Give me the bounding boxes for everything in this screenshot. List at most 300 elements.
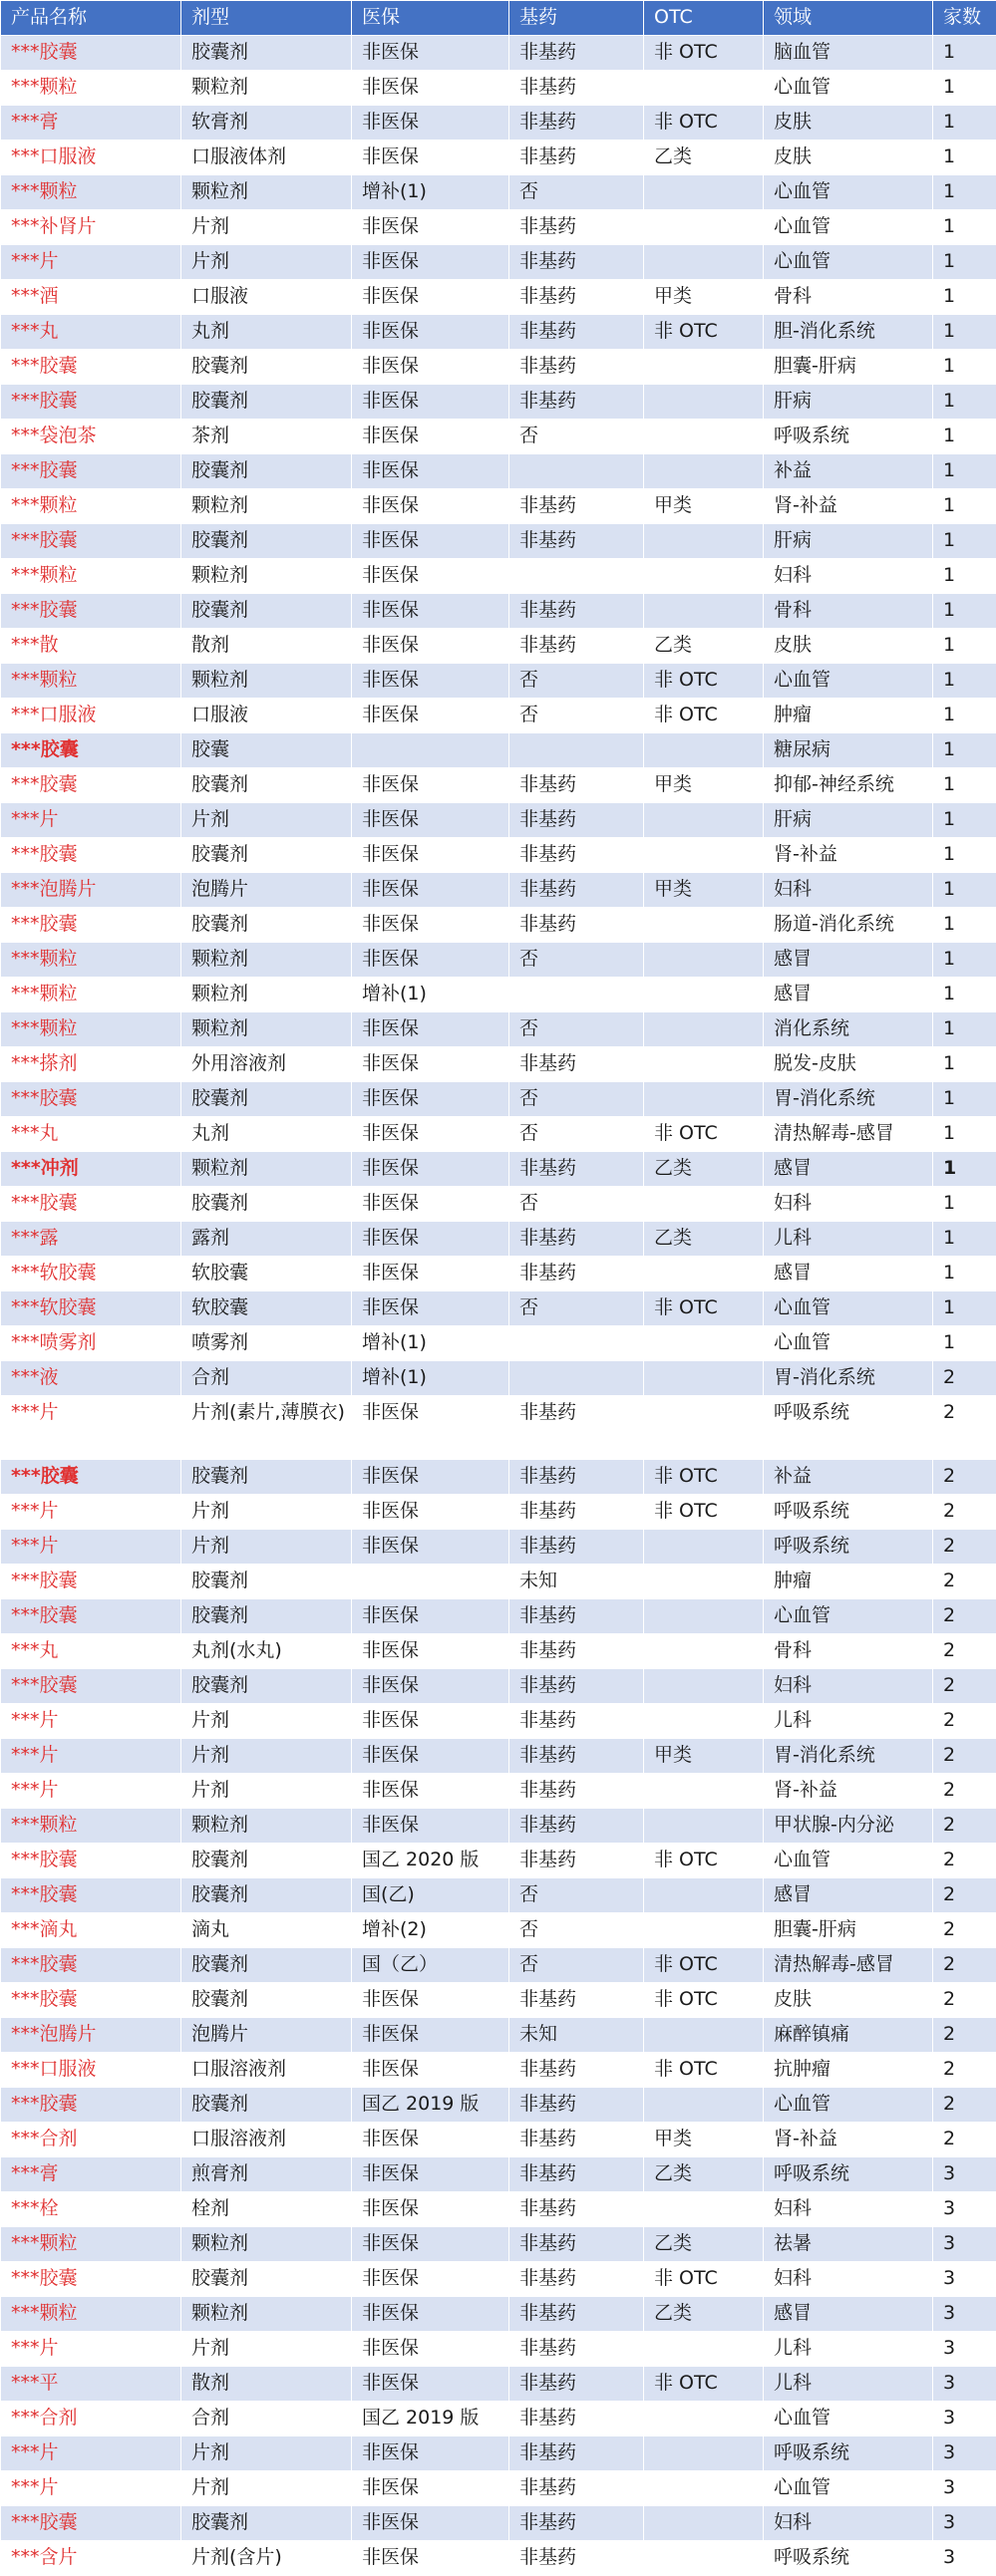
cell-therapeutic-area: 呼吸系统 [764, 1530, 933, 1565]
table-row [1, 1361, 996, 1396]
cell-dosage-form: 合剂 [181, 1361, 352, 1396]
cell-therapeutic-area: 补益 [764, 1460, 933, 1495]
table-row [1, 2471, 996, 2506]
cell-essential-drug: 非基药 [509, 1152, 644, 1187]
table-row [1, 420, 996, 454]
cell-insurance: 非医保 [352, 1460, 509, 1495]
cell-product-name: ***丸 [1, 315, 181, 350]
cell-otc [644, 1361, 764, 1396]
cell-company-count: 1 [933, 559, 996, 594]
cell-therapeutic-area: 感冒 [764, 978, 933, 1012]
cell-company-count: 3 [933, 2157, 996, 2192]
cell-therapeutic-area: 妇科 [764, 2262, 933, 2297]
cell-insurance: 非医保 [352, 1257, 509, 1291]
cell-essential-drug: 否 [509, 1291, 644, 1326]
cell-essential-drug: 非基药 [509, 2227, 644, 2262]
cell-insurance: 非医保 [352, 454, 509, 489]
cell-product-name: ***胶囊 [1, 524, 181, 559]
cell-therapeutic-area: 妇科 [764, 2192, 933, 2227]
cell-product-name: ***片 [1, 2471, 181, 2506]
cell-product-name: ***膏 [1, 106, 181, 141]
cell-dosage-form: 片剂 [181, 803, 352, 838]
cell-company-count: 1 [933, 978, 996, 1012]
table-row [1, 175, 996, 210]
cell-dosage-form: 片剂(含片) [181, 2541, 352, 2576]
cell-company-count: 2 [933, 1844, 996, 1878]
cell-company-count: 3 [933, 2227, 996, 2262]
cell-product-name: ***胶囊 [1, 1082, 181, 1117]
cell-therapeutic-area: 感冒 [764, 2297, 933, 2332]
cell-otc [644, 350, 764, 385]
cell-essential-drug: 非基药 [509, 141, 644, 175]
table-row [1, 1222, 996, 1257]
cell-otc: 非 OTC [644, 1983, 764, 2018]
cell-insurance: 非医保 [352, 768, 509, 803]
cell-otc: 乙类 [644, 2297, 764, 2332]
cell-dosage-form: 片剂 [181, 210, 352, 245]
cell-essential-drug: 否 [509, 1117, 644, 1152]
cell-essential-drug: 非基药 [509, 1495, 644, 1530]
cell-therapeutic-area: 骨科 [764, 280, 933, 315]
cell-company-count: 1 [933, 629, 996, 664]
table-row [1, 873, 996, 908]
table-row [1, 1117, 996, 1152]
cell-otc [644, 1326, 764, 1361]
table-row [1, 1530, 996, 1565]
cell-company-count: 3 [933, 2402, 996, 2436]
cell-essential-drug: 非基药 [509, 2262, 644, 2297]
cell-dosage-form: 散剂 [181, 2367, 352, 2402]
cell-company-count: 2 [933, 2018, 996, 2053]
cell-therapeutic-area: 心血管 [764, 1844, 933, 1878]
table-row [1, 1983, 996, 2018]
cell-product-name: ***胶囊 [1, 2506, 181, 2541]
cell-product-name: ***片 [1, 1704, 181, 1739]
cell-therapeutic-area: 心血管 [764, 71, 933, 106]
cell-otc: 非 OTC [644, 36, 764, 71]
header-insurance: 医保 [352, 1, 509, 36]
cell-essential-drug: 非基药 [509, 210, 644, 245]
cell-therapeutic-area: 心血管 [764, 664, 933, 699]
cell-product-name: ***泡腾片 [1, 873, 181, 908]
cell-insurance: 非医保 [352, 1530, 509, 1565]
table-row [1, 210, 996, 245]
cell-dosage-form: 栓剂 [181, 2192, 352, 2227]
cell-essential-drug: 非基药 [509, 2088, 644, 2123]
cell-otc [644, 1704, 764, 1739]
cell-insurance: 非医保 [352, 1809, 509, 1844]
table-row [1, 2192, 996, 2227]
cell-company-count: 2 [933, 1396, 996, 1460]
cell-product-name: ***露 [1, 1222, 181, 1257]
cell-insurance: 非医保 [352, 664, 509, 699]
cell-company-count: 2 [933, 1495, 996, 1530]
cell-dosage-form: 颗粒剂 [181, 1152, 352, 1187]
cell-therapeutic-area: 感冒 [764, 943, 933, 978]
cell-therapeutic-area: 呼吸系统 [764, 1495, 933, 1530]
cell-essential-drug [509, 1326, 644, 1361]
cell-insurance: 非医保 [352, 420, 509, 454]
cell-product-name: ***片 [1, 1530, 181, 1565]
cell-essential-drug: 非基药 [509, 1704, 644, 1739]
cell-therapeutic-area: 心血管 [764, 1291, 933, 1326]
cell-otc [644, 594, 764, 629]
cell-otc [644, 454, 764, 489]
cell-insurance: 非医保 [352, 873, 509, 908]
cell-dosage-form: 丸剂 [181, 1117, 352, 1152]
cell-product-name: ***片 [1, 2332, 181, 2367]
table-row [1, 2297, 996, 2332]
cell-insurance: 非医保 [352, 629, 509, 664]
cell-essential-drug: 非基药 [509, 280, 644, 315]
cell-dosage-form: 合剂 [181, 2402, 352, 2436]
cell-insurance: 非医保 [352, 1983, 509, 2018]
cell-essential-drug: 否 [509, 1082, 644, 1117]
cell-dosage-form: 胶囊剂 [181, 838, 352, 873]
cell-essential-drug: 非基药 [509, 1460, 644, 1495]
table-row [1, 524, 996, 559]
table-row [1, 1634, 996, 1669]
cell-dosage-form: 片剂 [181, 1739, 352, 1774]
cell-therapeutic-area: 皮肤 [764, 1983, 933, 2018]
cell-otc [644, 1396, 764, 1460]
cell-essential-drug: 未知 [509, 1565, 644, 1599]
cell-essential-drug: 非基药 [509, 2192, 644, 2227]
cell-insurance: 非医保 [352, 106, 509, 141]
cell-product-name: ***胶囊 [1, 1599, 181, 1634]
cell-product-name: ***片 [1, 803, 181, 838]
table-row [1, 1878, 996, 1913]
cell-essential-drug: 非基药 [509, 1599, 644, 1634]
cell-otc [644, 420, 764, 454]
cell-company-count: 2 [933, 1599, 996, 1634]
cell-company-count: 1 [933, 733, 996, 768]
cell-company-count: 1 [933, 1326, 996, 1361]
cell-otc [644, 1012, 764, 1047]
cell-dosage-form: 喷雾剂 [181, 1326, 352, 1361]
cell-insurance: 非医保 [352, 1396, 509, 1460]
cell-product-name: ***软胶囊 [1, 1257, 181, 1291]
cell-otc: 乙类 [644, 1222, 764, 1257]
table-row [1, 2157, 996, 2192]
cell-product-name: ***袋泡茶 [1, 420, 181, 454]
cell-therapeutic-area: 骨科 [764, 594, 933, 629]
cell-therapeutic-area: 感冒 [764, 1878, 933, 1913]
cell-company-count: 1 [933, 699, 996, 733]
cell-essential-drug: 非基药 [509, 768, 644, 803]
cell-otc [644, 733, 764, 768]
cell-therapeutic-area: 肝病 [764, 385, 933, 420]
cell-otc [644, 2332, 764, 2367]
cell-therapeutic-area: 妇科 [764, 873, 933, 908]
table-row [1, 1669, 996, 1704]
cell-otc: 甲类 [644, 1739, 764, 1774]
cell-otc: 甲类 [644, 489, 764, 524]
table-row [1, 454, 996, 489]
cell-insurance: 非医保 [352, 1704, 509, 1739]
header-company-count: 家数 [933, 1, 996, 36]
table-row [1, 1844, 996, 1878]
cell-product-name: ***胶囊 [1, 350, 181, 385]
cell-insurance: 非医保 [352, 524, 509, 559]
cell-essential-drug: 非基药 [509, 385, 644, 420]
cell-essential-drug: 非基药 [509, 1983, 644, 2018]
cell-otc: 非 OTC [644, 315, 764, 350]
cell-company-count: 1 [933, 175, 996, 210]
cell-company-count: 3 [933, 2541, 996, 2576]
cell-insurance: 增补(1) [352, 1361, 509, 1396]
cell-company-count: 1 [933, 489, 996, 524]
cell-dosage-form: 软胶囊 [181, 1257, 352, 1291]
cell-product-name: ***丸 [1, 1117, 181, 1152]
cell-therapeutic-area: 清热解毒-感冒 [764, 1117, 933, 1152]
cell-insurance: 非医保 [352, 2541, 509, 2576]
header-otc: OTC [644, 1, 764, 36]
cell-product-name: ***液 [1, 1361, 181, 1396]
cell-otc [644, 838, 764, 873]
cell-essential-drug: 非基药 [509, 1634, 644, 1669]
cell-otc [644, 385, 764, 420]
cell-therapeutic-area: 肾-补益 [764, 838, 933, 873]
cell-company-count: 1 [933, 524, 996, 559]
cell-therapeutic-area: 胆-消化系统 [764, 315, 933, 350]
table-row [1, 559, 996, 594]
cell-therapeutic-area: 肿瘤 [764, 699, 933, 733]
table-row [1, 1948, 996, 1983]
cell-otc: 非 OTC [644, 1948, 764, 1983]
cell-therapeutic-area: 糖尿病 [764, 733, 933, 768]
cell-therapeutic-area: 甲状腺-内分泌 [764, 1809, 933, 1844]
cell-therapeutic-area: 儿科 [764, 2332, 933, 2367]
cell-product-name: ***颗粒 [1, 664, 181, 699]
cell-otc [644, 1669, 764, 1704]
cell-essential-drug: 否 [509, 420, 644, 454]
cell-insurance: 非医保 [352, 2506, 509, 2541]
cell-company-count: 1 [933, 594, 996, 629]
table-row [1, 385, 996, 420]
cell-product-name: ***颗粒 [1, 1809, 181, 1844]
cell-essential-drug: 否 [509, 943, 644, 978]
cell-otc: 乙类 [644, 2227, 764, 2262]
table-row [1, 1326, 996, 1361]
cell-therapeutic-area: 脱发-皮肤 [764, 1047, 933, 1082]
cell-essential-drug: 否 [509, 1913, 644, 1948]
cell-company-count: 1 [933, 664, 996, 699]
table-row [1, 1257, 996, 1291]
table-row [1, 1913, 996, 1948]
cell-essential-drug: 非基药 [509, 1844, 644, 1878]
cell-product-name: ***颗粒 [1, 2227, 181, 2262]
cell-insurance [352, 733, 509, 768]
cell-product-name: ***胶囊 [1, 838, 181, 873]
cell-product-name: ***酒 [1, 280, 181, 315]
cell-dosage-form: 颗粒剂 [181, 175, 352, 210]
cell-company-count: 2 [933, 1361, 996, 1396]
cell-insurance: 非医保 [352, 2123, 509, 2157]
cell-therapeutic-area: 补益 [764, 454, 933, 489]
cell-insurance: 非医保 [352, 2367, 509, 2402]
cell-essential-drug: 非基药 [509, 1774, 644, 1809]
cell-company-count: 1 [933, 315, 996, 350]
cell-otc: 乙类 [644, 1152, 764, 1187]
cell-therapeutic-area: 儿科 [764, 2367, 933, 2402]
cell-essential-drug: 非基药 [509, 594, 644, 629]
cell-therapeutic-area: 妇科 [764, 1187, 933, 1222]
cell-therapeutic-area: 胃-消化系统 [764, 1739, 933, 1774]
cell-dosage-form: 颗粒剂 [181, 2297, 352, 2332]
table-row [1, 733, 996, 768]
cell-insurance: 非医保 [352, 2053, 509, 2088]
cell-therapeutic-area: 呼吸系统 [764, 420, 933, 454]
cell-essential-drug: 非基药 [509, 315, 644, 350]
cell-company-count: 1 [933, 1082, 996, 1117]
table-row [1, 664, 996, 699]
cell-otc [644, 2088, 764, 2123]
cell-dosage-form: 软膏剂 [181, 106, 352, 141]
cell-essential-drug: 非基药 [509, 245, 644, 280]
cell-insurance: 增补(2) [352, 1913, 509, 1948]
cell-insurance: 非医保 [352, 594, 509, 629]
table-row [1, 2227, 996, 2262]
cell-product-name: ***合剂 [1, 2402, 181, 2436]
cell-product-name: ***胶囊 [1, 1948, 181, 1983]
cell-essential-drug: 非基药 [509, 2123, 644, 2157]
cell-insurance: 非医保 [352, 2436, 509, 2471]
header-dosage-form: 剂型 [181, 1, 352, 36]
cell-product-name: ***颗粒 [1, 943, 181, 978]
cell-dosage-form: 片剂 [181, 2471, 352, 2506]
cell-dosage-form: 颗粒剂 [181, 664, 352, 699]
cell-product-name: ***口服液 [1, 2053, 181, 2088]
header-essential-drug: 基药 [509, 1, 644, 36]
cell-dosage-form: 片剂(素片,薄膜衣) [181, 1396, 352, 1460]
cell-dosage-form: 颗粒剂 [181, 1012, 352, 1047]
table-row [1, 2123, 996, 2157]
cell-company-count: 3 [933, 2506, 996, 2541]
cell-essential-drug: 否 [509, 1948, 644, 1983]
table-row [1, 1047, 996, 1082]
cell-otc: 乙类 [644, 2157, 764, 2192]
cell-product-name: ***散 [1, 629, 181, 664]
cell-company-count: 2 [933, 1983, 996, 2018]
table-row [1, 36, 996, 71]
cell-essential-drug: 非基药 [509, 1222, 644, 1257]
cell-therapeutic-area: 儿科 [764, 1222, 933, 1257]
cell-therapeutic-area: 肠道-消化系统 [764, 908, 933, 943]
cell-therapeutic-area: 清热解毒-感冒 [764, 1948, 933, 1983]
cell-otc: 非 OTC [644, 1844, 764, 1878]
cell-essential-drug: 非基药 [509, 350, 644, 385]
cell-therapeutic-area: 肿瘤 [764, 1565, 933, 1599]
cell-therapeutic-area: 儿科 [764, 1704, 933, 1739]
table-row [1, 2541, 996, 2576]
cell-essential-drug: 否 [509, 1187, 644, 1222]
cell-therapeutic-area: 祛暑 [764, 2227, 933, 2262]
cell-dosage-form: 颗粒剂 [181, 559, 352, 594]
table-row [1, 768, 996, 803]
cell-company-count: 2 [933, 1634, 996, 1669]
cell-dosage-form: 胶囊剂 [181, 454, 352, 489]
cell-otc: 非 OTC [644, 1117, 764, 1152]
cell-company-count: 3 [933, 2192, 996, 2227]
cell-insurance: 非医保 [352, 210, 509, 245]
cell-dosage-form: 片剂 [181, 1530, 352, 1565]
cell-product-name: ***喷雾剂 [1, 1326, 181, 1361]
cell-insurance: 非医保 [352, 385, 509, 420]
cell-dosage-form: 胶囊剂 [181, 2088, 352, 2123]
table-row [1, 1396, 996, 1460]
cell-insurance: 非医保 [352, 2157, 509, 2192]
cell-otc [644, 1565, 764, 1599]
cell-company-count: 2 [933, 1878, 996, 1913]
cell-product-name: ***搽剂 [1, 1047, 181, 1082]
cell-otc [644, 1634, 764, 1669]
cell-insurance: 非医保 [352, 245, 509, 280]
cell-insurance: 非医保 [352, 838, 509, 873]
cell-essential-drug: 非基药 [509, 2157, 644, 2192]
cell-otc [644, 2018, 764, 2053]
cell-dosage-form: 片剂 [181, 2436, 352, 2471]
cell-essential-drug [509, 454, 644, 489]
cell-dosage-form: 外用溶液剂 [181, 1047, 352, 1082]
cell-essential-drug: 非基药 [509, 2367, 644, 2402]
cell-dosage-form: 胶囊剂 [181, 1844, 352, 1878]
cell-company-count: 3 [933, 2297, 996, 2332]
cell-insurance: 非医保 [352, 350, 509, 385]
cell-insurance: 非医保 [352, 71, 509, 106]
cell-company-count: 1 [933, 943, 996, 978]
cell-therapeutic-area: 妇科 [764, 559, 933, 594]
cell-otc: 非 OTC [644, 664, 764, 699]
cell-therapeutic-area: 抗肿瘤 [764, 2053, 933, 2088]
cell-therapeutic-area: 胆囊-肝病 [764, 1913, 933, 1948]
cell-essential-drug: 否 [509, 664, 644, 699]
table-row [1, 2436, 996, 2471]
cell-therapeutic-area: 皮肤 [764, 106, 933, 141]
cell-product-name: ***胶囊 [1, 454, 181, 489]
table-row [1, 1599, 996, 1634]
cell-essential-drug: 非基药 [509, 803, 644, 838]
cell-product-name: ***含片 [1, 2541, 181, 2576]
cell-product-name: ***片 [1, 1495, 181, 1530]
cell-company-count: 1 [933, 1291, 996, 1326]
cell-therapeutic-area: 心血管 [764, 2088, 933, 2123]
cell-product-name: ***胶囊 [1, 768, 181, 803]
cell-dosage-form: 胶囊剂 [181, 2262, 352, 2297]
cell-dosage-form: 露剂 [181, 1222, 352, 1257]
cell-otc: 非 OTC [644, 699, 764, 733]
cell-otc [644, 978, 764, 1012]
cell-essential-drug: 非基药 [509, 629, 644, 664]
cell-insurance: 非医保 [352, 2262, 509, 2297]
cell-dosage-form: 胶囊剂 [181, 1082, 352, 1117]
cell-dosage-form: 片剂 [181, 1495, 352, 1530]
table-row [1, 1774, 996, 1809]
table-row [1, 838, 996, 873]
cell-dosage-form: 胶囊剂 [181, 1599, 352, 1634]
cell-company-count: 1 [933, 1047, 996, 1082]
table-row [1, 2053, 996, 2088]
cell-essential-drug: 非基药 [509, 489, 644, 524]
cell-therapeutic-area: 心血管 [764, 1326, 933, 1361]
cell-insurance: 非医保 [352, 2227, 509, 2262]
cell-product-name: ***胶囊 [1, 1844, 181, 1878]
cell-product-name: ***丸 [1, 1634, 181, 1669]
cell-dosage-form: 胶囊剂 [181, 524, 352, 559]
cell-insurance: 非医保 [352, 1012, 509, 1047]
cell-product-name: ***胶囊 [1, 908, 181, 943]
cell-product-name: ***胶囊 [1, 2088, 181, 2123]
